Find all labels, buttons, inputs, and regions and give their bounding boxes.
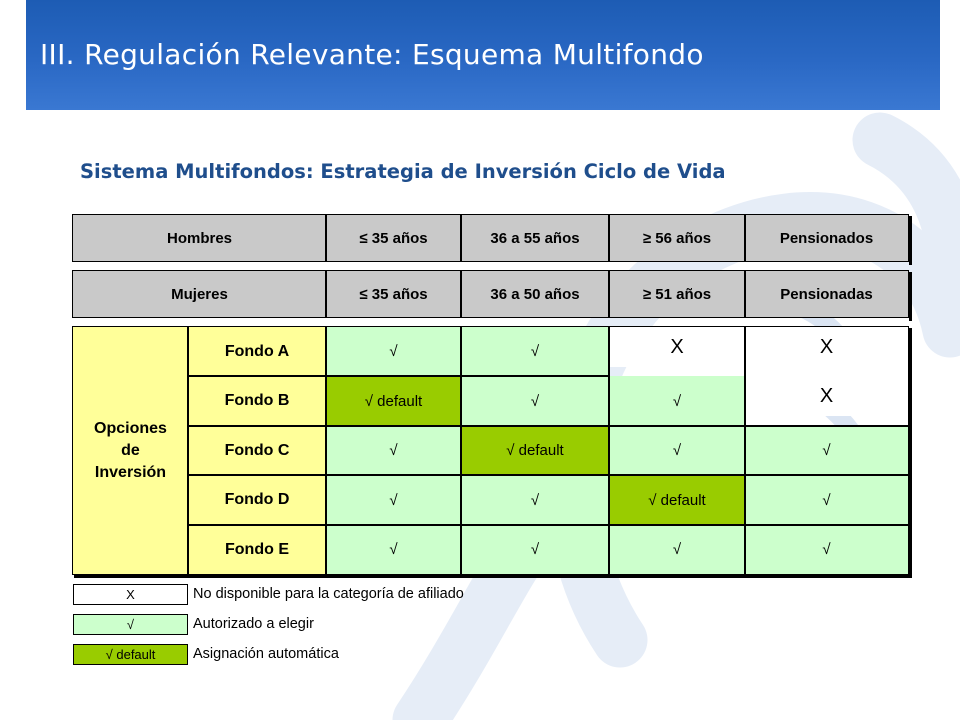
hombres-col-2: 36 a 55 años: [461, 215, 609, 261]
cell-e-1: √: [326, 525, 461, 574]
divider: [187, 326, 189, 575]
mujeres-col-4: Pensionadas: [745, 271, 908, 317]
legend-check-box: √: [73, 614, 188, 635]
divider: [744, 214, 746, 262]
opciones-label-line3: Inversión: [94, 463, 167, 481]
mujeres-label: Mujeres: [73, 271, 326, 317]
hombres-col-4: Pensionados: [745, 215, 908, 261]
divider: [608, 270, 610, 318]
divider: [460, 326, 462, 575]
opciones-label: [73, 327, 188, 574]
divider: [460, 270, 462, 318]
cell-b-2: √: [461, 376, 609, 426]
legend-default-text: Asignación automática: [193, 646, 339, 662]
opciones-label-line1: Opciones: [94, 419, 167, 437]
legend-check-text: Autorizado a elegir: [193, 616, 314, 632]
divider: [187, 425, 909, 427]
legend-default-box: √ default: [73, 644, 188, 665]
cell-c-1: √: [326, 426, 461, 475]
divider: [187, 474, 909, 476]
legend-x-text: No disponible para la categoría de afiliado: [193, 586, 464, 602]
cell-e-2: √: [461, 525, 609, 574]
cell-b-1: √ default: [326, 376, 461, 426]
cell-c-3: √: [609, 426, 745, 475]
divider: [325, 214, 327, 262]
cell-d-3: √ default: [609, 475, 745, 525]
fondo-b-label: Fondo B: [188, 376, 326, 426]
fondo-d-label: Fondo D: [188, 475, 326, 525]
shadow: [909, 328, 912, 578]
cell-d-1: √: [326, 475, 461, 525]
divider: [325, 270, 327, 318]
hombres-label: Hombres: [73, 215, 326, 261]
hombres-col-3: ≥ 56 años: [609, 215, 745, 261]
hombres-col-1: ≤ 35 años: [326, 215, 461, 261]
cell-d-4: √: [745, 475, 908, 525]
shadow: [74, 575, 912, 578]
mujeres-col-3: ≥ 51 años: [609, 271, 745, 317]
opciones-label-line2: de: [121, 441, 140, 459]
cell-b-4: X: [745, 376, 908, 416]
cell-a-2: √: [461, 327, 609, 376]
divider: [187, 375, 609, 377]
fondo-a-label: Fondo A: [188, 327, 326, 376]
cell-a-1: √: [326, 327, 461, 376]
cell-d-2: √: [461, 475, 609, 525]
divider: [608, 214, 610, 262]
divider: [744, 326, 746, 575]
cell-e-3: √: [609, 525, 745, 574]
divider: [325, 326, 327, 575]
mujeres-col-2: 36 a 50 años: [461, 271, 609, 317]
divider: [608, 326, 610, 575]
cell-c-4: √: [745, 426, 908, 475]
shadow: [909, 216, 912, 265]
header-bar: [26, 0, 940, 110]
cell-b-3: √: [609, 376, 745, 426]
divider: [187, 524, 909, 526]
mujeres-col-1: ≤ 35 años: [326, 271, 461, 317]
fondo-c-label: Fondo C: [188, 426, 326, 475]
section-subtitle: Sistema Multifondos: Estrategia de Inversión Ciclo de Vida: [80, 160, 726, 183]
cell-a-4: X: [745, 327, 908, 367]
cell-c-2: √ default: [461, 426, 609, 475]
legend-x-box: X: [73, 584, 188, 605]
shadow: [909, 272, 912, 321]
divider: [744, 270, 746, 318]
page-title: III. Regulación Relevante: Esquema Multifondo: [40, 38, 704, 71]
cell-e-4: √: [745, 525, 908, 574]
divider: [460, 214, 462, 262]
cell-a-3: X: [609, 327, 745, 367]
fondo-e-label: Fondo E: [188, 525, 326, 574]
